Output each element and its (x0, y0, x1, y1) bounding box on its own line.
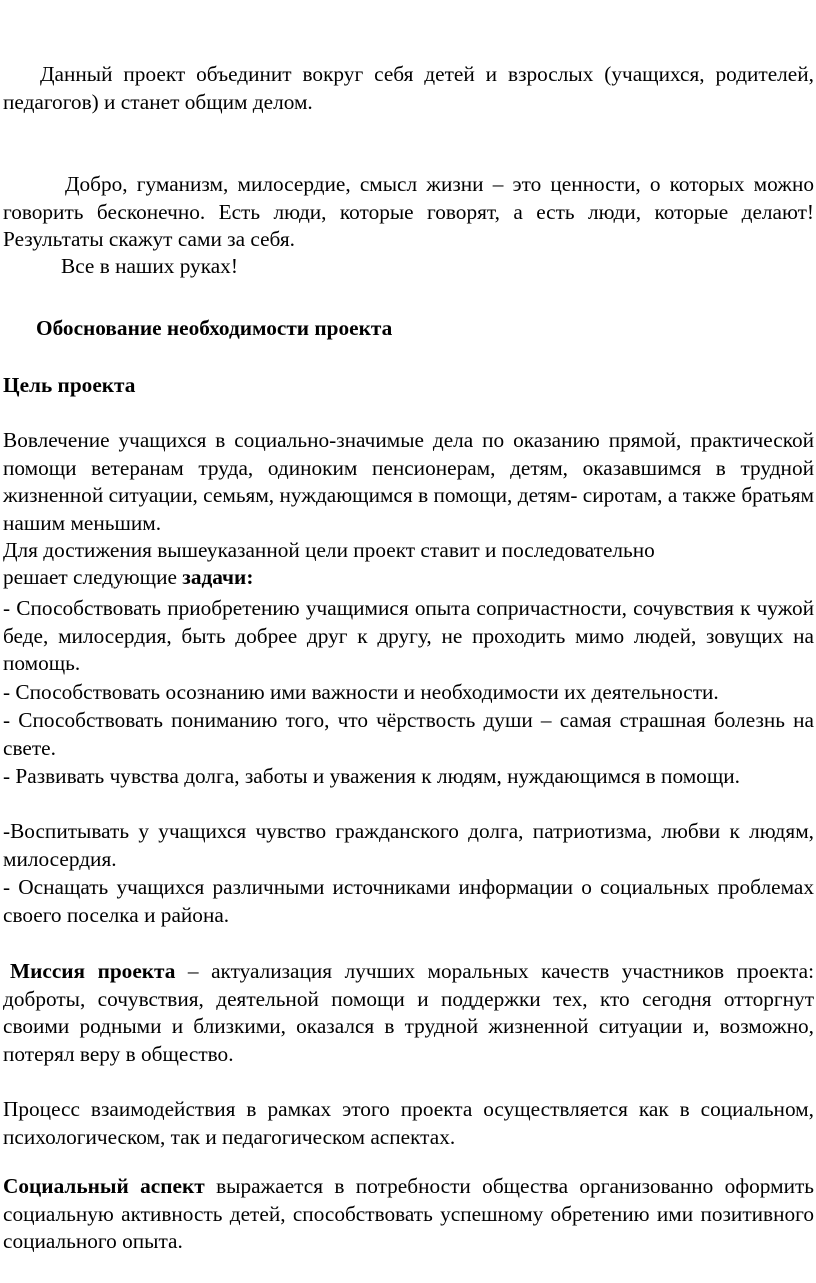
values-paragraph: Добро, гуманизм, милосердие, смысл жизни – это ценности, о которых можно говорить бесконечно. Есть люди, которые говорят, а есть люди, которые делают! Результаты скажут сами за себя. (3, 172, 814, 251)
goal-heading: Цель проекта (3, 373, 136, 397)
mission-label: Миссия проекта (10, 959, 176, 983)
justification-heading: Обоснование необходимости проекта (36, 316, 393, 340)
task-item: - Способствовать осознанию ими важности и необходимости их деятельности. (3, 680, 719, 704)
task-item: - Способствовать пониманию того, что чёрствость души – самая страшная болезнь на свете. (3, 708, 814, 760)
task-item: - Способствовать приобретению учащимися опыта сопричастности, сочувствия к чужой беде, милосердия, быть добрее друг к другу, не проходить мимо людей, зовущих на помощь. (3, 596, 814, 675)
task-item: -Воспитывать у учащихся чувство гражданского долга, патриотизма, любви к людям, милосердия. (3, 819, 814, 871)
process-paragraph: Процесс взаимодействия в рамках этого проекта осуществляется как в социальном, психологическом, так и педагогическом аспектах. (3, 1097, 814, 1149)
social-label: Социальный аспект (3, 1174, 205, 1198)
closing-line: Все в наших руках! (61, 254, 238, 278)
tasks-intro-line-2 (0, 564, 816, 592)
task-item: - Оснащать учащихся различными источниками информации о социальных проблемах своего поселка и района. (3, 875, 814, 927)
tasks-label: задачи: (182, 565, 254, 589)
social-text: выражается в потребности общества организованно оформить социальную активность детей, способствовать успешному обретению ими позитивного социального опыта. (3, 1174, 814, 1253)
mission-paragraph (0, 958, 816, 1068)
tasks-intro-line-1: Для достижения вышеуказанной цели проект ставит и последовательно (3, 538, 655, 562)
tasks-intro-text: решает следующие (3, 565, 183, 589)
goal-paragraph: Вовлечение учащихся в социально-значимые дела по оказанию прямой, практической помощи ветеранам труда, одиноким пенсионерам, детям, оказавшимся в трудной жизненной ситуации, семьям, нуждающимся в помощи, детям- сиротам, а также братьям нашим меньшим. (3, 428, 814, 535)
mission-text: – актуализация лучших моральных качеств участников проекта: доброты, сочувствия, деятельной помощи и поддержки тех, кто сегодня отторгнут своими родными и близкими, оказался в трудной жизненной ситуации и, возможно, потерял веру в общество. (3, 959, 814, 1066)
social-paragraph (0, 1173, 816, 1256)
task-item: - Развивать чувства долга, заботы и уважения к людям, нуждающимся в помощи. (3, 764, 740, 788)
intro-paragraph: Данный проект объединит вокруг себя детей и взрослых (учащихся, родителей, педагогов) и станет общим делом. (3, 62, 814, 114)
